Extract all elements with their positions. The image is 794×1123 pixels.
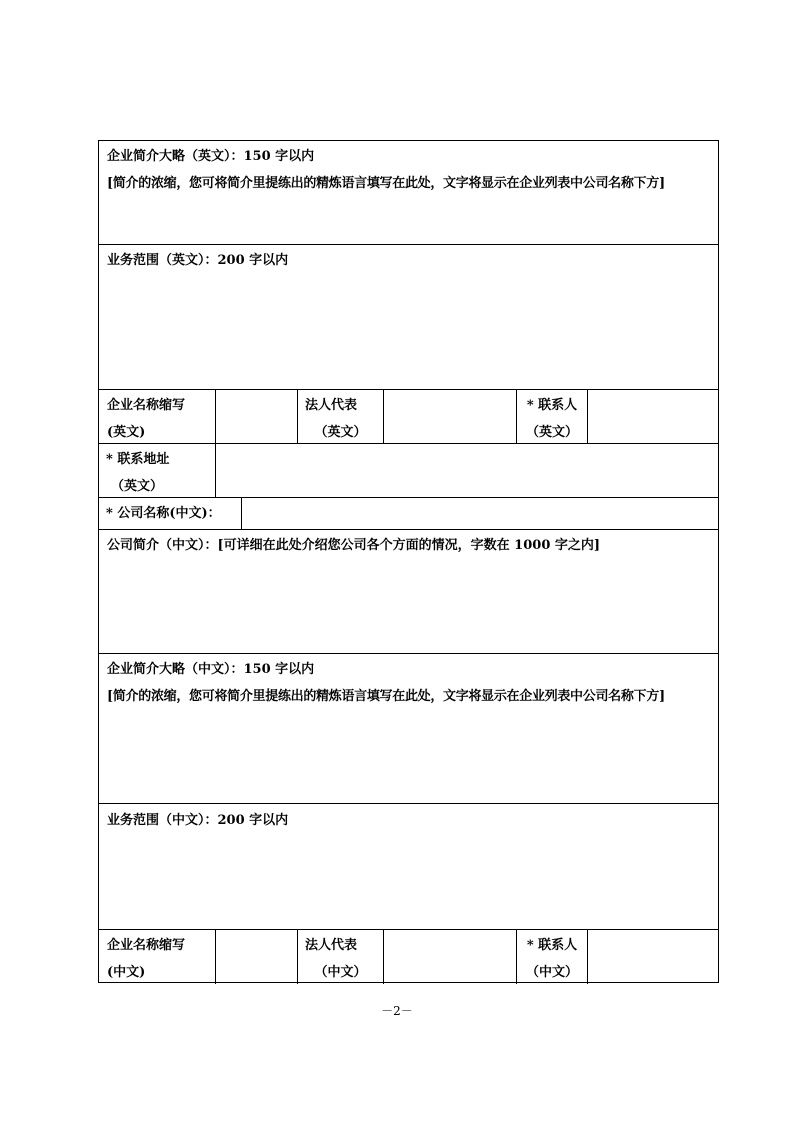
cn-summary-hint: [简介的浓缩，您可将简介里提练出的精炼语言填写在此处，文字将显示在企业列表中公司名称下方] bbox=[107, 689, 665, 704]
cn-legal-label-line1: 法人代表 bbox=[305, 938, 358, 953]
en-legal-label-line1: 法人代表 bbox=[305, 398, 358, 413]
cn-company-name-label: * 公司名称(中文)： bbox=[106, 506, 221, 521]
cn-abbr-label-line2: (中文) bbox=[107, 965, 146, 980]
en-summary-hint: [简介的浓缩，您可将简介里提练出的精炼语言填写在此处，文字将显示在企业列表中公司名称下方] bbox=[107, 176, 665, 191]
en-address-label-line2: （英文） bbox=[111, 479, 164, 494]
cn-contact-label-line1: * 联系人 bbox=[526, 938, 578, 953]
cn-abbr-label-line1: 企业名称缩写 bbox=[107, 938, 186, 953]
en-business-scope-cell[interactable] bbox=[99, 245, 718, 389]
en-address-row bbox=[99, 444, 718, 498]
en-contact-label-cell bbox=[516, 390, 587, 443]
cn-company-name-row bbox=[99, 498, 718, 530]
cn-legal-input-cell[interactable] bbox=[383, 930, 516, 984]
en-abbr-input-cell[interactable] bbox=[215, 390, 297, 443]
cn-legal-label-cell bbox=[297, 930, 383, 984]
page-number: －2－ bbox=[381, 1004, 413, 1018]
en-abbr-label-line1: 企业名称缩写 bbox=[107, 398, 186, 413]
cn-summary-section bbox=[99, 654, 718, 804]
cn-company-name-label-cell bbox=[99, 498, 241, 529]
cn-business-scope-label: 业务范围（中文）：200 字以内 bbox=[107, 813, 289, 828]
en-business-scope-label: 业务范围（英文）：200 字以内 bbox=[107, 253, 289, 268]
cn-contact-input-cell[interactable] bbox=[587, 930, 718, 984]
en-summary-cell[interactable] bbox=[99, 141, 718, 244]
en-contact-label-line2: （英文） bbox=[525, 425, 578, 440]
en-address-label-line1: * 联系地址 bbox=[106, 452, 170, 467]
cn-abbr-label-cell bbox=[99, 930, 215, 984]
cn-abbr-input-cell[interactable] bbox=[215, 930, 297, 984]
cn-profile-section bbox=[99, 530, 718, 654]
en-contact-input-cell[interactable] bbox=[587, 390, 718, 443]
en-address-input-cell[interactable] bbox=[215, 444, 718, 497]
en-address-label-cell bbox=[99, 444, 215, 497]
cn-summary-label: 企业简介大略（中文）：150 字以内 bbox=[107, 662, 315, 677]
cn-profile-label: 公司简介（中文）：[可详细在此处介绍您公司各个方面的情况，字数在 1000 字之内] bbox=[107, 538, 601, 553]
registration-form-table bbox=[98, 140, 719, 983]
cn-summary-cell[interactable] bbox=[99, 654, 718, 803]
en-summary-label: 企业简介大略（英文）：150 字以内 bbox=[107, 149, 315, 164]
en-business-scope-section bbox=[99, 245, 718, 390]
cn-info-row bbox=[99, 930, 718, 984]
en-legal-input-cell[interactable] bbox=[383, 390, 516, 443]
cn-contact-label-line2: （中文） bbox=[525, 965, 578, 980]
en-legal-label-line2: （英文） bbox=[314, 425, 367, 440]
en-abbr-label-cell bbox=[99, 390, 215, 443]
en-info-row bbox=[99, 390, 718, 444]
cn-business-scope-section bbox=[99, 804, 718, 930]
en-abbr-label-line2: (英文) bbox=[107, 425, 146, 440]
cn-profile-cell[interactable] bbox=[99, 530, 718, 653]
cn-contact-label-cell bbox=[516, 930, 587, 984]
cn-legal-label-line2: （中文） bbox=[314, 965, 367, 980]
en-summary-section bbox=[99, 141, 718, 245]
en-contact-label-line1: * 联系人 bbox=[526, 398, 578, 413]
en-legal-label-cell bbox=[297, 390, 383, 443]
cn-company-name-input-cell[interactable] bbox=[241, 498, 718, 529]
cn-business-scope-cell[interactable] bbox=[99, 804, 718, 929]
